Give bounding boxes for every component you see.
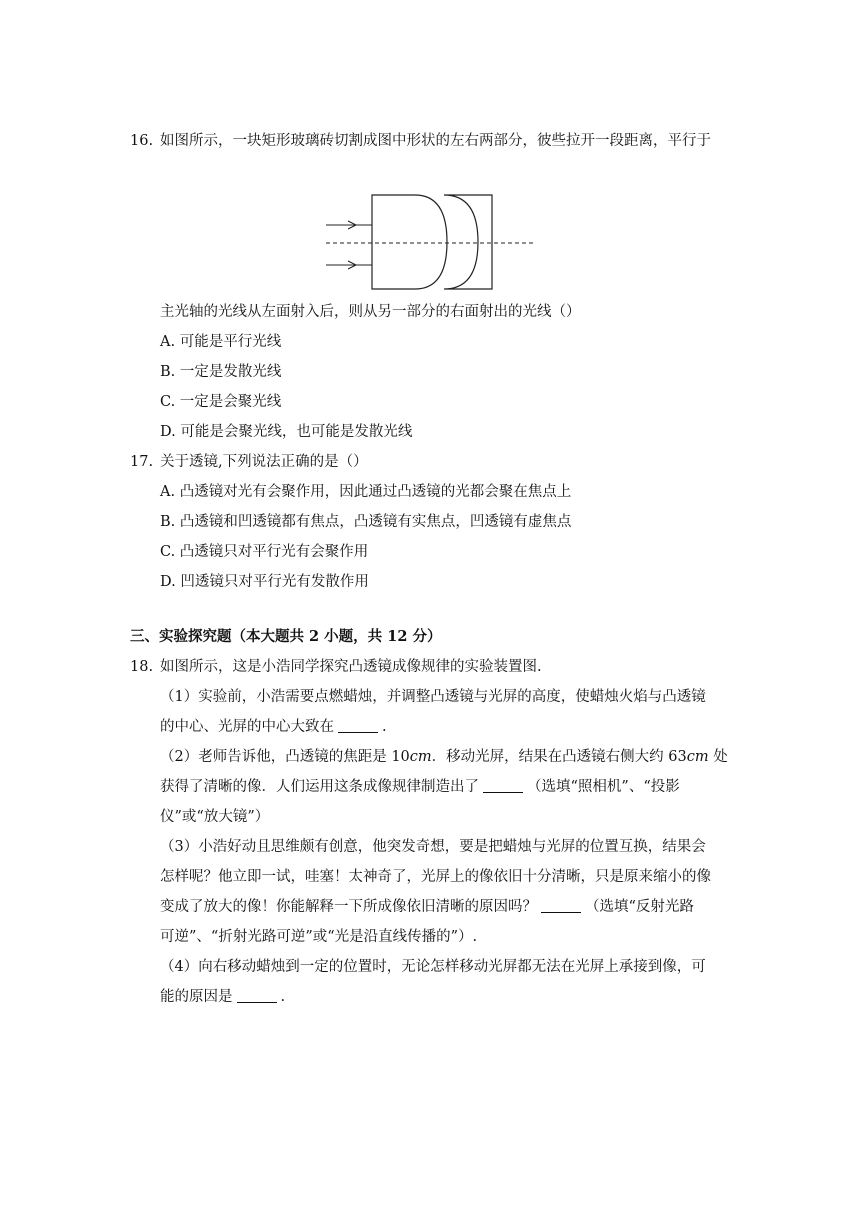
q17-number: 17. xyxy=(130,454,154,470)
text-segment: . xyxy=(280,989,286,1005)
glass-brick-figure xyxy=(320,186,540,302)
q18-part3-line2: 怎样呢？他立即一试，哇塞！太神奇了，光屏上的像依旧十分清晰，只是原来缩小的像 xyxy=(160,869,711,885)
option-label: D. xyxy=(160,424,176,440)
option-text: 凸透镜和凹透镜都有焦点，凸透镜有实焦点，凹透镜有虚焦点 xyxy=(179,514,572,530)
q18-part3-line3 xyxy=(160,897,694,917)
option-text: 凹透镜只对平行光有发散作用 xyxy=(180,574,369,590)
q17-option-c xyxy=(160,542,368,562)
q17-option-a xyxy=(160,482,571,502)
option-label: D. xyxy=(160,574,176,590)
answer-blank[interactable] xyxy=(541,898,581,913)
answer-blank[interactable] xyxy=(338,718,378,733)
option-text: 凸透镜对光有会聚作用，因此通过凸透镜的光都会聚在焦点上 xyxy=(179,484,572,500)
option-text: 凸透镜只对平行光有会聚作用 xyxy=(179,544,369,560)
right-glass-piece xyxy=(444,195,492,289)
unit-text: cm xyxy=(409,749,432,765)
text-segment: 获得了清晰的像．人们运用这条成像规律制造出了 xyxy=(160,779,479,795)
q16-option-d xyxy=(160,422,412,442)
q18-part4-line2 xyxy=(160,987,285,1007)
option-label: C. xyxy=(160,544,176,560)
text-segment: 能的原因是 xyxy=(160,989,233,1005)
q17-option-d xyxy=(160,572,369,592)
q18-part2-line1 xyxy=(160,747,728,767)
option-text: 一定是发散光线 xyxy=(179,364,282,380)
text-segment: （选填“照相机”、“投影 xyxy=(527,779,680,795)
q17-stem: 关于透镜,下列说法正确的是（） xyxy=(160,454,368,470)
option-text: 一定是会聚光线 xyxy=(179,394,282,410)
q18-part3-line4: 可逆”、“折射光路可逆”或“光是沿直线传播的”）. xyxy=(160,929,478,945)
q18-part2-line3: 仪”或“放大镜”） xyxy=(160,809,270,825)
q18-part1-line1: （1）实验前，小浩需要点燃蜡烛，并调整凸透镜与光屏的高度，使蜡烛火焰与凸透镜 xyxy=(160,689,706,705)
q18-number: 18. xyxy=(130,659,154,675)
q16-option-b xyxy=(160,362,281,382)
option-label: C. xyxy=(160,394,176,410)
text-segment: （选填“反射光路 xyxy=(585,899,694,915)
option-label: A. xyxy=(160,484,176,500)
option-label: A. xyxy=(160,334,176,350)
q16-option-a xyxy=(160,332,281,352)
q18-part3-line1: （3）小浩好动且思维颇有创意，他突发奇想，要是把蜡烛与光屏的位置互换，结果会 xyxy=(160,839,706,855)
left-glass-piece xyxy=(372,195,447,289)
option-text: 可能是会聚光线，也可能是发散光线 xyxy=(180,424,413,440)
unit-text: cm xyxy=(686,749,709,765)
q16-number: 16. xyxy=(130,133,154,149)
q16-stem-line1: 如图所示，一块矩形玻璃砖切割成图中形状的左右两部分，彼些拉开一段距离，平行于 xyxy=(160,133,711,149)
answer-blank[interactable] xyxy=(237,988,277,1003)
text-segment: 的中心、光屏的中心大致在 xyxy=(160,719,334,735)
text-segment: （2）老师告诉他，凸透镜的焦距是 10 xyxy=(160,749,410,765)
q18-part1-line2 xyxy=(160,717,387,737)
q16-stem-line2: 主光轴的光线从左面射入后，则从另一部分的右面射出的光线（） xyxy=(160,304,581,320)
q18-part2-line2 xyxy=(160,777,680,797)
text-segment: . xyxy=(382,719,387,735)
q18-stem: 如图所示，这是小浩同学探究凸透镜成像规律的实验装置图. xyxy=(160,659,542,675)
option-text: 可能是平行光线 xyxy=(179,334,282,350)
answer-blank[interactable] xyxy=(483,778,523,793)
text-segment: 变成了放大的像！你能解释一下所成像依旧清晰的原因吗？ xyxy=(160,899,537,915)
option-label: B. xyxy=(160,364,176,380)
text-segment: ．移动光屏，结果在凸透镜右侧大约 63 xyxy=(431,749,687,765)
q18-part4-line1: （4）向右移动蜡烛到一定的位置时，无论怎样移动光屏都无法在光屏上承接到像，可 xyxy=(160,959,706,975)
section-title: 三、实验探究题（本大题共 2 小题，共 12 分） xyxy=(130,628,442,645)
q16-option-c xyxy=(160,392,281,412)
q17-option-b xyxy=(160,512,571,532)
option-label: B. xyxy=(160,514,176,530)
text-segment: 处 xyxy=(708,749,728,765)
